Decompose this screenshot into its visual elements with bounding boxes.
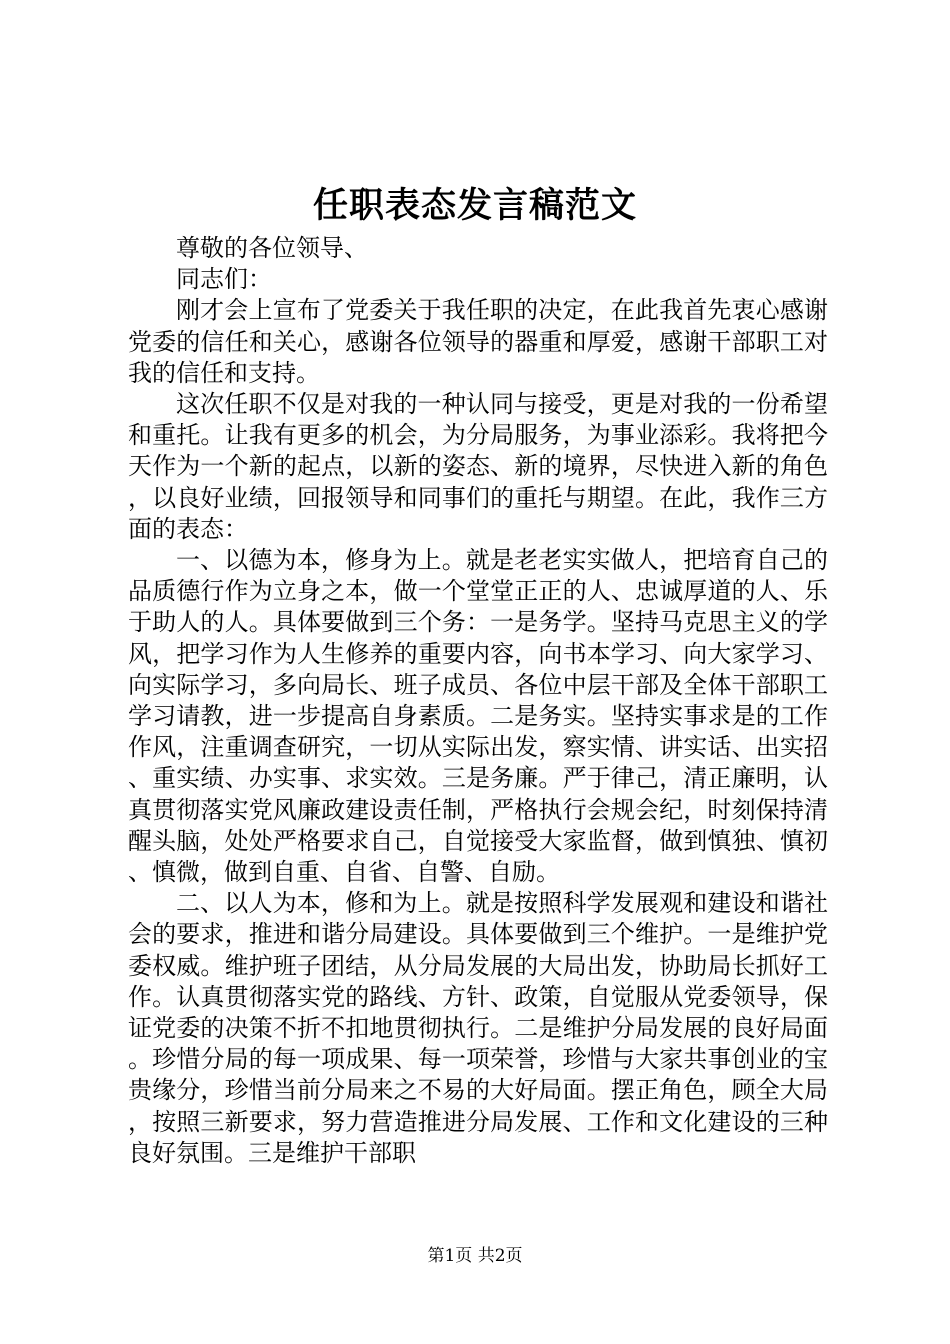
paragraph-point-one: 一、以德为本，修身为上。就是老老实实做人，把培育自己的品质德行作为立身之本，做一个堂堂正正的人、忠诚厚道的人、乐于助人的人。具体要做到三个务：一是务学。坚持马克思主义的学风，把学习作为人生修养的重要内容，向书本学习、向大家学习、向实际学习，多向局长、班子成员、各位中层干部及全体干部职工学习请教，进一步提高自身素质。二是务实。坚持实事求是的工作作风，注重调查研究，一切从实际出发，察实情、讲实话、出实招、重实绩、办实事、求实效。三是务廉。严于律己，清正廉明，认真贯彻落实党风廉政建设责任制，严格执行会规会纪，时刻保持清醒头脑，处处严格要求自己，自觉接受大家监督，做到慎独、慎初、慎微，做到自重、自省、自警、自励。 — [128, 546, 828, 887]
document-body — [128, 233, 828, 1169]
salutation-line-1: 尊敬的各位领导、 — [176, 234, 368, 262]
salutation-line-2: 同志们： — [176, 265, 272, 294]
page-number-footer: 第1页 共2页 — [427, 1246, 523, 1266]
paragraph-commitment: 这次任职不仅是对我的一种认同与接受，更是对我的一份希望和重托。让我有更多的机会，为分局服务，为事业添彩。我将把今天作为一个新的起点，以新的姿态、新的境界，尽快进入新的角色，以良好业绩，回报领导和同事们的重托与期望。在此，我作三方面的表态： — [128, 390, 828, 543]
paragraph-opening: 刚才会上宣布了党委关于我任职的决定，在此我首先衷心感谢党委的信任和关心，感谢各位领导的器重和厚爱，感谢干部职工对我的信任和支持。 — [128, 296, 828, 387]
paragraph-point-two: 二、以人为本，修和为上。就是按照科学发展观和建设和谐社会的要求，推进和谐分局建设。具体要做到三个维护。一是维护党委权威。维护班子团结，从分局发展的大局出发，协助局长抓好工作。认真贯彻落实党的路线、方针、政策，自觉服从党委领导，保证党委的决策不折不扣地贯彻执行。二是维护分局发展的良好局面。珍惜分局的每一项成果、每一项荣誉，珍惜与大家共事创业的宝贵缘分，珍惜当前分局来之不易的大好局面。摆正角色，顾全大局，按照三新要求，努力营造推进分局发展、工作和文化建设的三种良好氛围。三是维护干部职 — [128, 889, 828, 1167]
document-title: 任职表态发言稿范文 — [312, 185, 637, 226]
